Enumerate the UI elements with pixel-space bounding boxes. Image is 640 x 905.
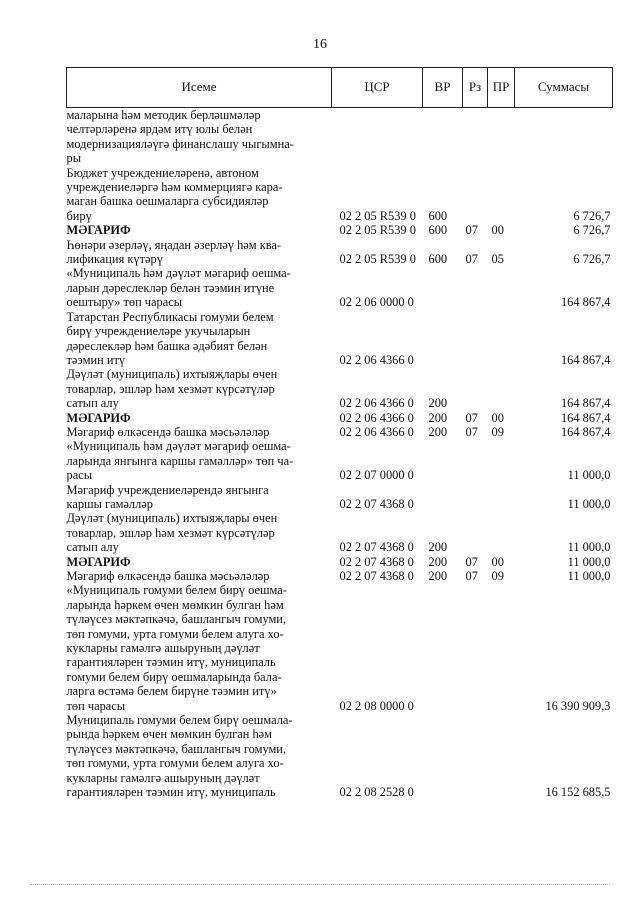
cell-pr [488,713,515,799]
header-rz: Рз [463,68,488,108]
cell-vr [423,713,463,799]
cell-sum [515,108,613,166]
cell-vr: 600 [428,252,448,267]
cell-sum: 11 000,0 [567,554,611,569]
cell-vr: 600 [428,223,448,238]
cell-name: Мәгариф өлкәсендә башка мәсьәләләр [66,569,270,583]
cell-rz [463,483,488,512]
cell-sum: 164 867,4 [560,396,611,411]
cell-vr: 200 [428,569,448,583]
cell-vr: 200 [428,396,448,411]
cell-rz [463,266,488,309]
cell-vr: 200 [428,424,448,439]
cell-name: Мәгариф учреждениеләрендә янгынга каршы гамәлләр [66,482,269,511]
cell-vr [423,583,463,713]
table-row [67,238,613,267]
header-pr: ПР [488,68,515,108]
cell-vr [423,310,463,368]
table-row [67,425,613,439]
table-row [67,439,613,482]
header-name: Исеме [67,68,332,108]
cell-sum: 11 000,0 [567,468,611,483]
cell-name: Татарстан Республикасы гомуми белем бирү учреждениеләре укучыларын дәреслекләр һәм башка әдәбият белән тәэмин итү [66,309,274,367]
header-sum: Суммасы [515,68,613,108]
cell-sum: 164 867,4 [560,295,611,310]
cell-name: Мәгариф өлкәсендә башка мәсьәләләр [66,424,270,439]
cell-csr: 02 2 07 0000 0 [339,468,414,483]
cell-name: «Муниципаль гомуми белем бирү оешма- ларында һәркем өчен мөмкин булган һәм түләүсез мәктәпкәчә, башлангыч гомуми, төп гомуми, урта гомуми белем алуга хо- кукларны гамәлгә ашыруның дәүләт гарантияләрен тәэмин итү, муниципаль гомуми белем бирү оешмаларында бала- ларга өстәмә белем бирүне тәэмин итү» төп чарасы [66,583,287,713]
cell-csr: 02 2 08 2528 0 [339,785,414,800]
table-row [67,713,613,799]
cell-csr: 02 2 07 4368 0 [339,569,414,583]
table-row [67,411,613,425]
cell-csr: 02 2 05 R539 0 [339,208,416,223]
page-number: 16 [313,37,327,52]
header-csr: ЦСР [332,68,423,108]
cell-rz: 07 [465,554,478,569]
table-row [67,583,613,713]
cell-csr [332,108,423,166]
cell-pr: 09 [491,569,504,583]
cell-vr: 600 [428,208,448,223]
cell-name: маларына һәм методик берләшмәләр челтәрләренә ярдәм итү юлы белән модернизацияләүгә финанслашу чыгымна- ры [66,108,294,166]
cell-pr [488,310,515,368]
cell-vr: 200 [428,540,448,555]
table-row [67,511,613,554]
cell-rz: 07 [465,424,478,439]
cell-name: «Муниципаль һәм дәүләт мәгариф оешма- ларында янгынга каршы гамәлләр» төп ча- расы [66,439,294,483]
cell-pr [488,166,515,224]
cell-name: Дәүләт (муниципаль) ихтыяҗлары өчен товарлар, эшләр һәм хезмәт күрсәтүләр сатып алу [66,367,278,411]
cell-vr [423,108,463,166]
cell-csr: 02 2 06 4366 0 [339,352,414,367]
budget-table [66,67,613,800]
cell-sum: 164 867,4 [560,424,611,439]
cell-rz: 07 [465,252,478,267]
header-vr: ВР [423,68,463,108]
cell-pr: 05 [491,252,504,267]
cell-sum: 11 000,0 [567,569,611,583]
cell-sum: 164 867,4 [560,352,611,367]
cell-rz [463,439,488,482]
cell-pr [488,511,515,554]
cell-sum: 6 726,7 [573,252,611,267]
cell-rz [463,166,488,224]
table-row [67,166,613,224]
cell-rz: 07 [465,223,478,238]
cell-vr [423,483,463,512]
cell-name: МӘГАРИФ [66,223,131,238]
cell-sum: 11 000,0 [567,540,611,555]
cell-pr [488,583,515,713]
cell-pr [488,367,515,410]
cell-csr: 02 2 07 4368 0 [339,554,414,569]
cell-rz [463,583,488,713]
cell-pr: 00 [491,223,504,238]
cell-csr: 02 2 08 0000 0 [339,698,414,713]
cell-pr [488,108,515,166]
table-row [67,569,613,583]
cell-name: Муниципаль гомуми белем бирү оешмала- рында һәркем өчен мөмкин булган һәм түләүсез мәктәпкәчә, башлангыч гомуми, төп гомуми, урта гомуми белем алуга хо- кукларны гамәлгә ашыруның дәүләт гарантияләрен тәэмин итү, муниципаль [66,713,293,800]
table-row [67,367,613,410]
cell-pr [488,439,515,482]
cell-name: МӘГАРИФ [66,410,131,425]
cell-csr: 02 2 06 0000 0 [339,295,414,310]
cell-csr: 02 2 06 4366 0 [339,424,414,439]
table-row [67,483,613,512]
cell-name: Һөнәри әзерләү, яңадан әзерләү һәм ква- лификация күтәрү [66,237,282,267]
cell-pr [488,266,515,309]
table-body [67,108,613,800]
cell-rz: 07 [465,410,478,425]
cell-pr: 09 [491,424,504,439]
cell-csr: 02 2 07 4368 0 [339,496,414,511]
cell-vr: 200 [428,554,448,569]
table-row [67,310,613,368]
cell-name: Дәүләт (муниципаль) ихтыяҗлары өчен товарлар, эшләр һәм хезмәт күрсәтүләр сатып алу [66,511,278,555]
table-header-row [67,68,613,108]
cell-pr: 00 [491,410,504,425]
cell-name: Бюджет учреждениеләренә, автоном учреждениеләргә һәм коммерциягә кара- маган башка оешмаларга субсидияләр бирү [66,165,283,223]
cell-vr [423,439,463,482]
cell-csr: 02 2 05 R539 0 [339,252,416,267]
cell-rz [463,108,488,166]
cell-sum: 16 152 685,5 [545,785,611,800]
cell-csr: 02 2 07 4368 0 [339,540,414,555]
table-row [67,223,613,237]
cell-rz: 07 [465,569,478,583]
table-row [67,266,613,309]
cell-rz [463,310,488,368]
cell-sum: 16 390 909,3 [545,698,611,713]
cell-pr: 00 [491,554,504,569]
cell-name: МӘГАРИФ [66,554,131,569]
table-row [67,108,613,166]
cell-csr: 02 2 06 4366 0 [339,396,414,411]
cell-sum: 6 726,7 [573,223,611,238]
cell-csr: 02 2 06 4366 0 [339,410,414,425]
cell-rz [463,511,488,554]
cell-rz [463,367,488,410]
cell-pr [488,483,515,512]
cell-name: «Муниципаль һәм дәүләт мәгариф оешма- ларын дәреслекләр белән тәэмин итүне оештыру» төп чарасы [66,266,291,310]
cell-sum: 6 726,7 [573,208,611,223]
cell-rz [463,713,488,799]
cell-vr: 200 [428,410,448,425]
footer-divider [30,884,610,885]
table-row [67,555,613,569]
cell-csr: 02 2 05 R539 0 [339,223,416,238]
cell-sum: 11 000,0 [567,496,611,511]
cell-sum: 164 867,4 [560,410,611,425]
cell-vr [423,266,463,309]
